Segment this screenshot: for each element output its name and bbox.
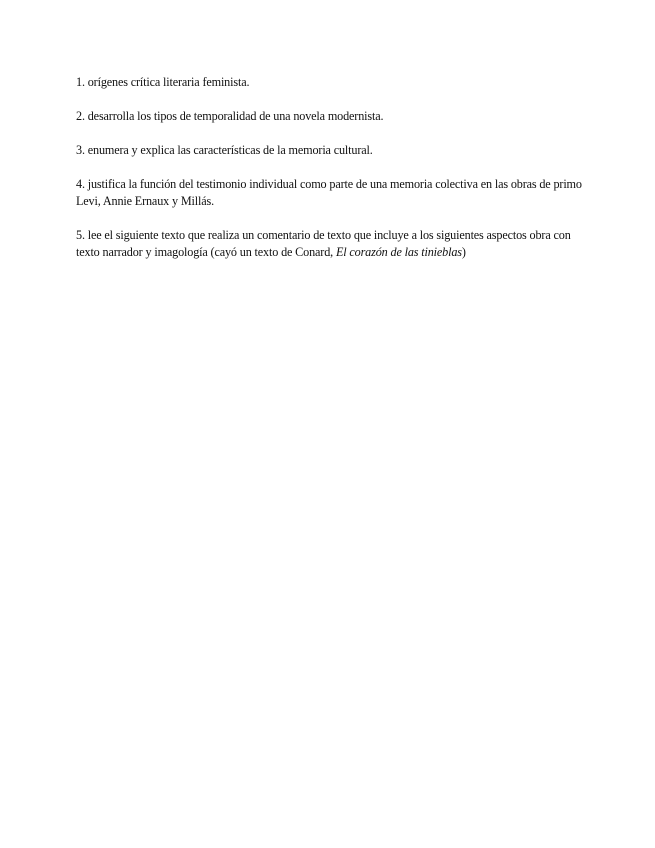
question-2: 2. desarrolla los tipos de temporalidad de una novela modernista. [76, 109, 384, 123]
question-1: 1. orígenes crítica literaria feminista. [76, 75, 250, 89]
question-5-text: 5. lee el siguiente texto que realiza un comentario de texto que incluye a los siguientes aspectos obra con texto narrador y imagología (cayó un texto de Conard, [76, 228, 571, 259]
question-5 [76, 227, 585, 261]
question-5-closing: ) [461, 245, 466, 259]
novel-title: El corazón de las tinieblas [335, 245, 462, 259]
question-3: 3. enumera y explica las características de la memoria cultural. [76, 143, 373, 157]
question-4: 4. justifica la función del testimonio individual como parte de una memoria colectiva en las obras de primo Levi, Annie Ernaux y Millás. [76, 177, 582, 208]
